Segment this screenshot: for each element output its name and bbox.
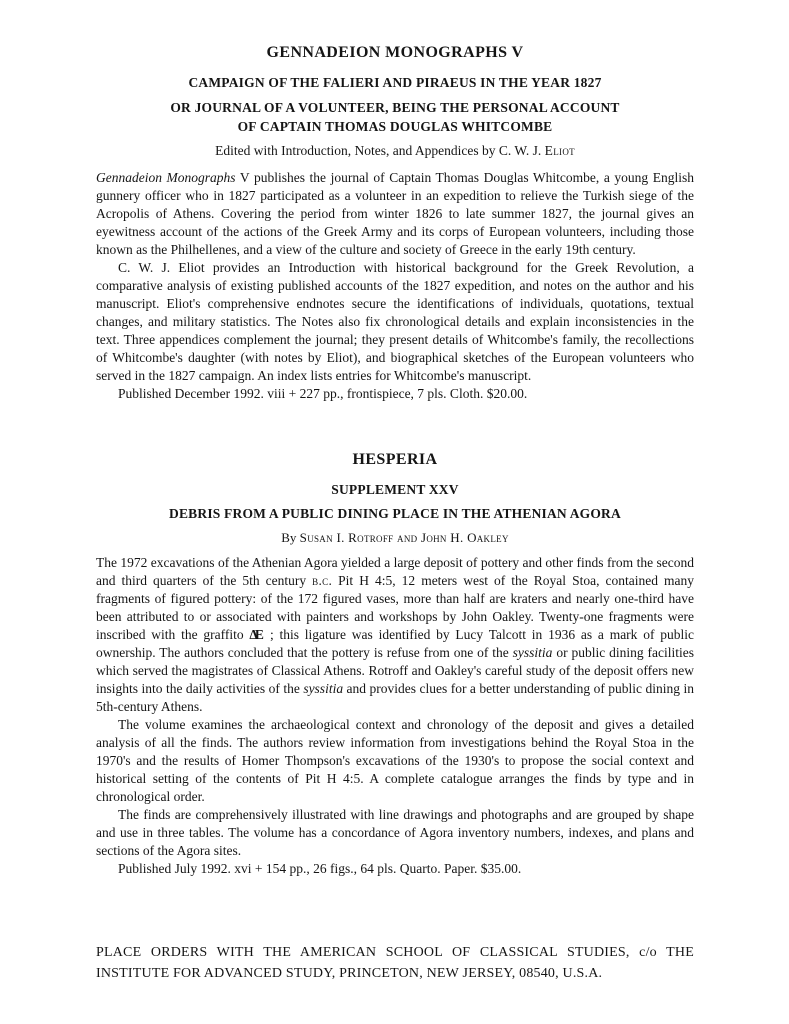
byline-author-1: Susan I. Rotroff (299, 530, 394, 545)
editor-name: Eliot (544, 143, 575, 158)
hesperia-publication-line: Published July 1992. xvi + 154 pp., 26 figs., 64 pls. Quarto. Paper. $35.00. (118, 861, 522, 876)
hesperia-supplement: SUPPLEMENT XXV (331, 482, 459, 497)
hesperia-section (96, 451, 694, 878)
editor-line-prefix: Edited with Introduction, Notes, and Appendices by C. W. J. (215, 143, 545, 158)
gennadeion-title: GENNADEION MONOGRAPHS V (266, 44, 524, 61)
hesperia-para-1-seg-5: and provides clues for a better understanding of public dining in 5th-century Athens. (96, 681, 694, 714)
gennadeion-para-1-text: V publishes the journal of Captain Thomas Douglas Whitcombe, a young English gunnery officer who in 1827 participated as a volunteer in an expedition to relieve the Turkish siege of the Acropolis of Athens. Covering the period from winter 1826 to late summer 1827, the journal gives an eyewitness account of the actions of the Greek Army and its corps of European volunteers, including those known as the Philhellenes, and a view of the culture and society of Greece in the early 19th century. (96, 170, 694, 257)
hesperia-para-1-seg-3: ; this ligature was identified by Lucy Talcott in 1936 as a mark of public ownership. The authors concluded that the pottery is refuse from one of the (96, 627, 694, 660)
gennadeion-subtitle: CAMPAIGN OF THE FALIERI AND PIRAEUS IN THE YEAR 1827 (188, 75, 602, 90)
hesperia-para-1 (96, 554, 694, 716)
hesperia-subtitle: DEBRIS FROM A PUBLIC DINING PLACE IN THE ATHENIAN AGORA (169, 506, 621, 521)
hesperia-para-1-seg-4: or public dining facilities which served the magistrates of Classical Athens. Rotroff and Oakley's careful study of the deposit offers new insights into the daily activities of the (96, 645, 694, 696)
order-instructions: PLACE ORDERS WITH THE AMERICAN SCHOOL OF CLASSICAL STUDIES, c/o THE INSTITUTE FOR ADVANCED STUDY, PRINCETON, NEW JERSEY, 08540, U.S.A. (96, 945, 694, 981)
gennadeion-publication-line: Published December 1992. viii + 227 pp., frontispiece, 7 pls. Cloth. $20.00. (118, 386, 528, 401)
editor-line (96, 142, 694, 159)
syssitia-italic-1: syssitia (512, 645, 553, 660)
byline-prefix: By (281, 530, 300, 545)
gennadeion-section (96, 44, 694, 403)
journal-title-line-2: OF CAPTAIN THOMAS DOUGLAS WHITCOMBE (237, 119, 553, 134)
syssitia-italic-2: syssitia (303, 681, 344, 696)
graffito-ligature: ΔΕ (249, 627, 261, 642)
hesperia-para-3: The finds are comprehensively illustrated with line drawings and photographs and are grouped by shape and use in three tables. The volume has a concordance of Agora inventory numbers, indexes, and plans and sections of the Agora sites. (96, 807, 694, 858)
byline-author-2: John H. Oakley (420, 530, 509, 545)
hesperia-byline (96, 529, 694, 546)
gennadeion-para-1 (96, 169, 694, 259)
byline-and: and (393, 530, 421, 545)
gennadeion-journal-title (96, 98, 694, 136)
hesperia-para-2: The volume examines the archaeological context and chronology of the deposit and gives a detailed analysis of all the finds. The authors review information from investigations behind the Royal Stoa in the 1970's and the results of Homer Thompson's excavations of the 1930's to propose the social context and historical setting of the contents of Pit H 4:5. A complete catalogue arranges the finds by type and in chronological order. (96, 717, 694, 804)
bc-abbreviation: b.c. (312, 573, 333, 588)
hesperia-para-1-seg-1: The 1972 excavations of the Athenian Agora yielded a large deposit of pottery and other finds from the second and third quarters of the 5th century (96, 555, 694, 588)
hesperia-para-1-seg-2: Pit H 4:5, 12 meters west of the Royal Stoa, contained many fragments of figured pottery: of the 172 figured vases, more than half are kraters and nearly one-third have been attributed to or associated with painters and workshops by John Oakley. Twenty-one fragments were inscribed with the graffito (96, 573, 694, 642)
series-title-italic: Gennadeion Monographs (96, 170, 236, 185)
gennadeion-para-2: C. W. J. Eliot provides an Introduction with historical background for the Greek Revolution, a comparative analysis of existing published accounts of the 1827 expedition, and notes on the author and his manuscript. Eliot's comprehensive endnotes secure the identifications of individuals, quotations, textual changes, and military statistics. The Notes also fix chronological details and explain inconsistencies in the text. Three appendices complement the journal; they present details of Whitcombe's family, the recollections of Whitcombe's daughter (with notes by Eliot), and biographical sketches of the European volunteers who served in the 1827 campaign. An index lists entries for Whitcombe's manuscript. (96, 260, 694, 383)
journal-title-line-1: OR JOURNAL OF A VOLUNTEER, BEING THE PERSONAL ACCOUNT (170, 100, 620, 115)
hesperia-title: HESPERIA (352, 451, 438, 468)
